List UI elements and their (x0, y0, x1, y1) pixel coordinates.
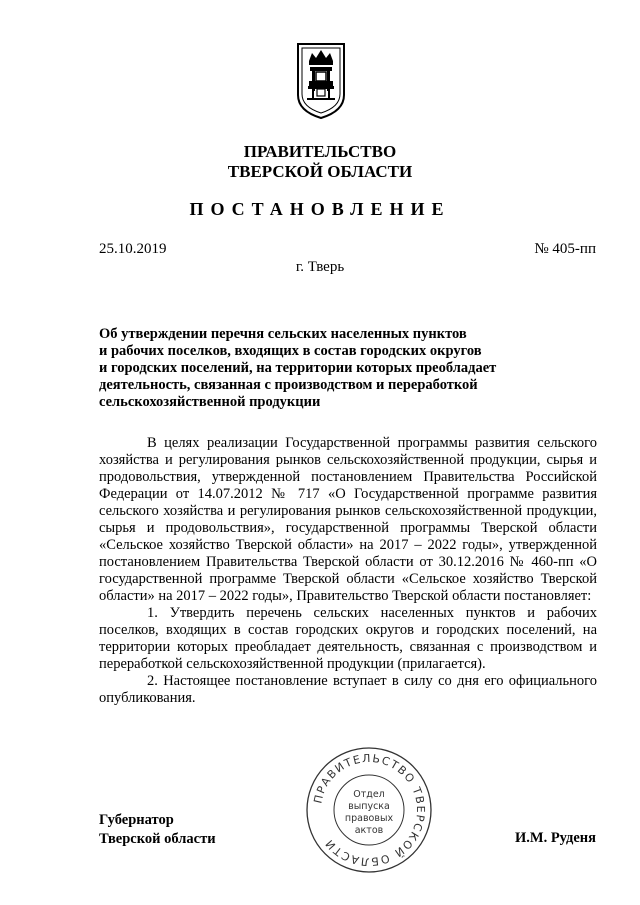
body-paragraph-item-2: 2. Настоящее постановление вступает в силу со дня его официального опубликования. (99, 673, 597, 706)
signer-title-line1: Губернатор (99, 812, 174, 828)
subject-line: Об утверждении перечня сельских населенных пунктов (99, 326, 467, 342)
signer-name: И.М. Руденя (514, 830, 596, 846)
subject-line: сельскохозяйственной продукции (99, 394, 321, 410)
document-body (99, 435, 597, 707)
stamp-center-line: актов (354, 825, 384, 836)
body-paragraph-preamble: В целях реализации Государственной программы развития сельского хозяйства и регулирования рынков сельскохозяйственной продукции, сырья и продовольствия, утвержденной постановлением Правительства Российской Федерации от 14.07.2012 № 717 «О Государственной программе развития сельского хозяйства и регулирования рынков сельскохозяйственной продукции, сырья и продовольствия», государственной программы Тверской области «Сельское хозяйство Тверской области» на 2017 – 2022 годы», утвержденной постановлением Правительства Тверской области от 30.12.2016 № 460-пп «О государственной программе Тверской области «Сельское хозяйство Тверской области» на 2017 – 2022 годы», Правительство Тверской области постановляет: (99, 435, 597, 604)
official-stamp (304, 745, 434, 875)
subject-line: и городских поселений, на территории которых преобладает (99, 360, 497, 376)
government-name-line1: ПРАВИТЕЛЬСТВО (243, 142, 397, 161)
document-type: ПОСТАНОВЛЕНИЕ (189, 199, 451, 219)
signer-title-line2: Тверской области (99, 831, 216, 847)
stamp-center-line: Отдел (353, 789, 385, 800)
stamp-center-line: выпуска (348, 801, 390, 812)
document-subject (99, 326, 519, 411)
subject-line: деятельность, связанная с производством и переработкой (99, 377, 478, 393)
subject-line: и рабочих поселков, входящих в состав городских округов (99, 343, 482, 359)
document-city: г. Тверь (295, 259, 345, 275)
coat-of-arms-emblem (295, 41, 347, 121)
signer-title (99, 811, 216, 849)
government-name-line2: ТВЕРСКОЙ ОБЛАСТИ (227, 162, 413, 181)
document-date: 25.10.2019 (99, 241, 167, 257)
body-paragraph-item-1: 1. Утвердить перечень сельских населенных пунктов и рабочих поселков, входящих в состав городских округов и городских поселений, на территории которых преобладает деятельность, связанная с производством и переработкой сельскохозяйственной продукции (прилагается). (99, 605, 597, 672)
stamp-center-line: правовых (344, 813, 394, 824)
stamp-ring-text: ПРАВИТЕЛЬСТВО ТВЕРСКОЙ ОБЛАСТИ (311, 751, 428, 869)
document-number: № 405-пп (534, 241, 596, 257)
